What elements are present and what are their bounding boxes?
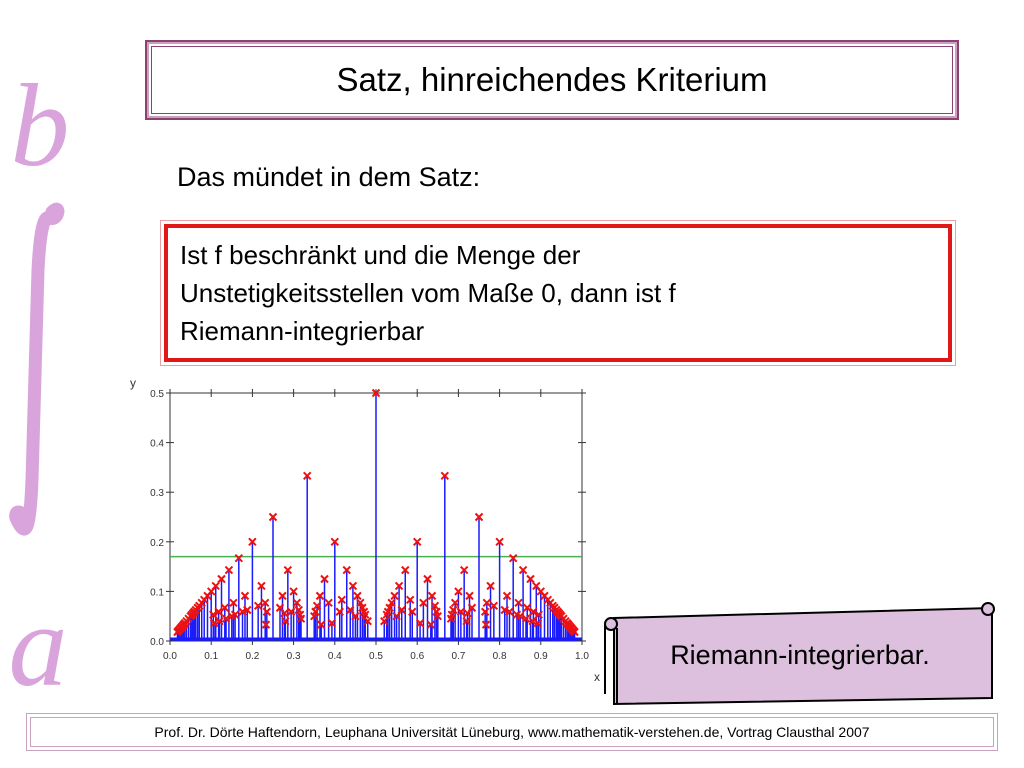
x-tick-label: 0.1 [204,651,219,662]
x-tick-label: 1.0 [575,651,589,662]
letter-b: b [10,60,70,191]
y-tick-label: 0.1 [150,587,164,599]
x-tick-label: 0.6 [410,651,425,662]
scroll-label: Riemann-integrierbar. [670,640,930,670]
footer-frame [26,713,998,751]
theorem-inner-frame [164,224,952,362]
title-inner-frame [151,46,953,114]
y-tick-label: 0.3 [150,488,164,500]
y-tick-label: 0.0 [150,637,164,648]
y-axis-label: y [130,376,136,390]
x-tick-label: 0.7 [451,651,466,662]
x-tick-label: 0.8 [492,651,507,662]
x-tick-label: 0.2 [245,651,260,662]
footer-text: Prof. Dr. Dörte Haftendorn, Leuphana Universität Lüneburg, www.mathematik-verstehen.de, Vortrag Clausthal 2007 [154,724,870,740]
y-tick-label: 0.4 [150,438,164,450]
x-tick-label: 0.5 [369,651,383,662]
title-frame [145,40,959,120]
theorem-line-1: Ist f beschränkt und die Menge der [180,240,581,270]
x-axis-label: x [594,670,600,684]
theorem-line-3: Riemann-integrierbar [180,316,425,346]
y-tick-label: 0.2 [150,537,164,549]
footer-inner-frame [30,717,994,747]
y-tick-label: 0.5 [150,389,164,400]
x-tick-label: 0.9 [533,651,548,662]
thomae-function-plot [128,375,608,685]
slide-title: Satz, hinreichendes Kriterium [336,61,768,98]
letter-a: a [8,580,68,711]
intro-text: Das mündet in dem Satz: [177,162,481,192]
integral-decoration [0,40,80,720]
x-tick-label: 0.4 [327,651,342,662]
integral-icon [16,209,58,529]
theorem-frame [160,220,956,366]
x-tick-label: 0.0 [163,651,177,662]
theorem-line-2: Unstetigkeitsstellen vom Maße 0, dann ist f [180,278,676,308]
x-tick-label: 0.3 [286,651,301,662]
